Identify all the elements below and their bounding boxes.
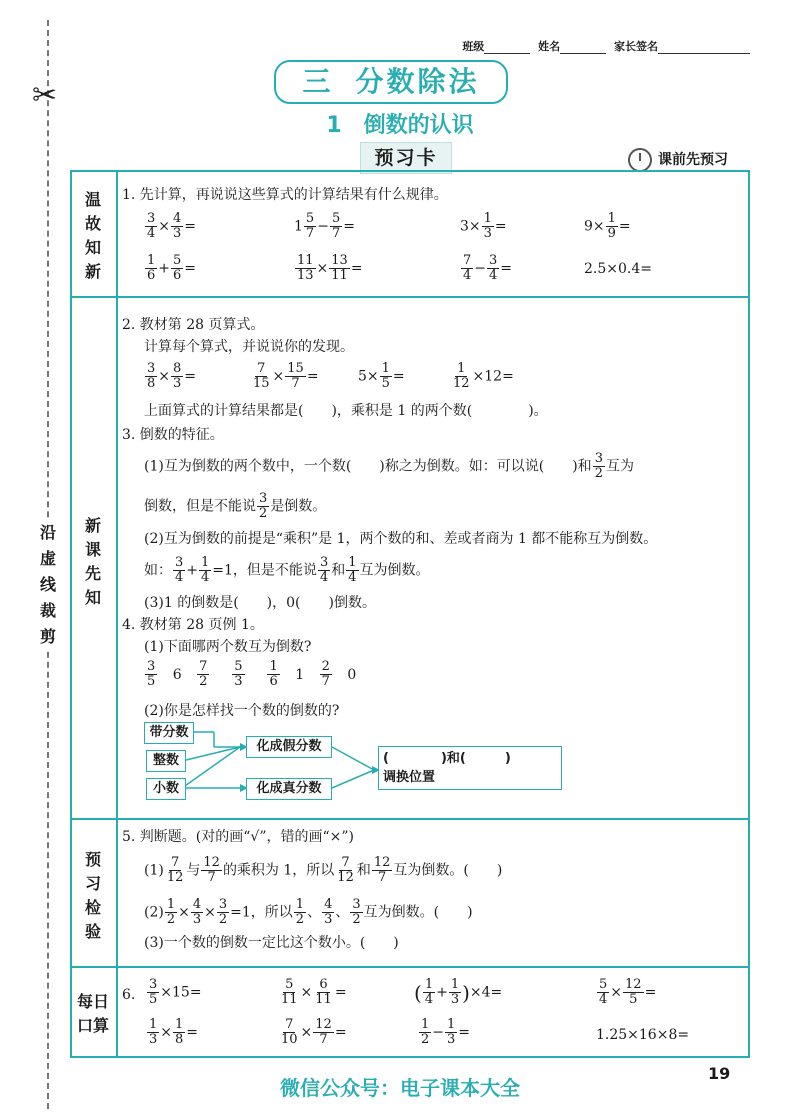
section-label-check: 预 习 检 验: [84, 850, 101, 941]
alarm-clock-icon: [628, 148, 652, 172]
section-label-review: 温 故 知 新: [84, 190, 101, 281]
q6-expr-g: $\frac{1}{2}$ − $\frac{1}{3}$ =: [421, 1017, 471, 1047]
q6-expr-a: $\frac{3}{5}$ ×15=: [149, 977, 202, 1007]
q1-prompt: 1. 先计算，再说说这些算式的计算结果有什么规律。: [122, 187, 448, 203]
section-label-daily-calc: 每日 口算: [76, 992, 109, 1035]
q2-expr-c: 5× $\frac{1}{5}$ =: [358, 361, 405, 391]
q6-expr-b: $\frac{5}{11}$ × $\frac{6}{11}$ =: [281, 977, 347, 1007]
flow-result: ( )和( ) 调换位置: [378, 746, 562, 790]
q5-item2: (2) $\frac{1}{2}$ × $\frac{4}{3}$ × $\frac{3}{2}$ =1，所以 $\frac{1}{2}$ 、 $\frac{4}{3}$ 、 $\frac{3}{2}$ 互为倒数。( ): [144, 897, 473, 927]
q3-prompt: 3. 倒数的特征。: [122, 427, 224, 443]
lesson-title: 1 倒数的认识: [326, 113, 474, 138]
chapter-title: 三 分数除法: [274, 60, 508, 104]
page-number: 19: [708, 1064, 731, 1083]
q2-expr-b: $\frac{7}{15}$ × $\frac{15}{7}$ =: [253, 361, 319, 391]
q4-numbers: $\frac{3}{5}$ 6 $\frac{7}{2}$ $\frac{5}{3}$ $\frac{1}{6}$ 1 $\frac{2}{7}$ 0: [147, 659, 357, 689]
q4-sub2: (2)你是怎样找一个数的倒数的?: [144, 703, 340, 719]
flow-integer: 整数: [146, 750, 186, 772]
signature-fields: 班级 姓名 家长签名: [462, 38, 750, 54]
divider: [70, 818, 750, 820]
cut-label: 沿 虚 线 裁 剪: [36, 520, 60, 650]
q4-sub1: (1)下面哪两个数互为倒数?: [144, 639, 312, 655]
q2-answer-line: 上面算式的计算结果都是( )，乘积是 1 的两个数( )。: [144, 403, 548, 419]
name-field[interactable]: [560, 41, 606, 54]
q1-expr-f: $\frac{11}{13}$ × $\frac{13}{11}$ =: [297, 253, 363, 283]
q6-expr-f: $\frac{7}{10}$ × $\frac{12}{7}$ =: [281, 1017, 347, 1047]
q1-expr-b: 1 $\frac{5}{7}$ − $\frac{5}{7}$ =: [294, 211, 355, 241]
q5-prompt: 5. 判断题。(对的画“√”，错的画“×”): [122, 829, 355, 845]
divider: [70, 966, 750, 968]
q1-expr-g: $\frac{7}{4}$ − $\frac{3}{4}$ =: [463, 253, 513, 283]
q1-expr-e: $\frac{1}{6}$ + $\frac{5}{6}$ =: [147, 253, 197, 283]
q6-expr-h: 1.25×16×8=: [596, 1027, 690, 1043]
q3-p2: (2)互为倒数的前提是“乘积”是 1，两个数的和、差或者商为 1 都不能称互为倒数。: [144, 531, 658, 547]
flow-decimal: 小数: [146, 778, 186, 800]
q2-expr-d: $\frac{1}{12}$ ×12=: [453, 361, 514, 391]
flow-improper-fraction: 化成假分数: [246, 736, 332, 758]
q2-prompt: 2. 教材第 28 页算式。: [122, 317, 265, 333]
q6-expr-c: ( $\frac{1}{4}$ + $\frac{1}{3}$ )×4=: [414, 977, 503, 1007]
q5-item1: (1) $\frac{7}{12}$ 与 $\frac{12}{7}$ 的乘积为 1，所以 $\frac{7}{12}$ 和 $\frac{12}{7}$ 互为倒数。( ): [144, 855, 503, 885]
q3-p1: (1)互为倒数的两个数中，一个数( )称之为倒数。如：可以说( )和 $\frac{3}{2}$ 互为: [144, 451, 634, 481]
q2-sub: 计算每个算式，并说说你的发现。: [144, 339, 354, 355]
flow-proper-fraction: 化成真分数: [246, 778, 332, 800]
parent-signature-field[interactable]: [658, 41, 750, 54]
scissors-icon: ✂: [32, 78, 58, 113]
q6-number: 6.: [122, 987, 136, 1003]
footer-wechat: 微信公众号：电子课本大全: [280, 1076, 520, 1100]
q4-prompt: 4. 教材第 28 页例 1。: [122, 617, 264, 633]
flow-mixed-number: 带分数: [144, 722, 194, 744]
q1-expr-h: 2.5×0.4=: [584, 261, 652, 277]
q1-expr-a: $\frac{3}{4}$ × $\frac{4}{3}$ =: [147, 211, 197, 241]
class-field[interactable]: [484, 41, 530, 54]
q6-expr-e: $\frac{1}{3}$ × $\frac{1}{8}$ =: [149, 1017, 199, 1047]
section-label-new-lesson: 新 课 先 知: [84, 516, 101, 607]
q1-expr-c: 3× $\frac{1}{3}$ =: [460, 211, 507, 241]
q3-p2-example: 如： $\frac{3}{4}$ + $\frac{1}{4}$ =1，但是不能说 $\frac{3}{4}$ 和 $\frac{1}{4}$ 互为倒数。: [144, 555, 430, 585]
q6-expr-d: $\frac{5}{4}$ × $\frac{12}{5}$ =: [599, 977, 657, 1007]
q1-expr-d: 9× $\frac{1}{9}$ =: [584, 211, 631, 241]
q3-p3: (3)1 的倒数是( )，0( )倒数。: [144, 595, 376, 611]
divider: [70, 296, 750, 298]
column-divider: [116, 171, 118, 1057]
q2-expr-a: $\frac{3}{8}$ × $\frac{8}{3}$ =: [147, 361, 197, 391]
preview-badge: 课前先预习: [628, 148, 728, 172]
card-title: 预习卡: [360, 142, 452, 174]
q5-item3: (3)一个数的倒数一定比这个数小。( ): [144, 935, 399, 951]
q3-p1-cont: 倒数，但是不能说 $\frac{3}{2}$ 是倒数。: [144, 491, 327, 521]
